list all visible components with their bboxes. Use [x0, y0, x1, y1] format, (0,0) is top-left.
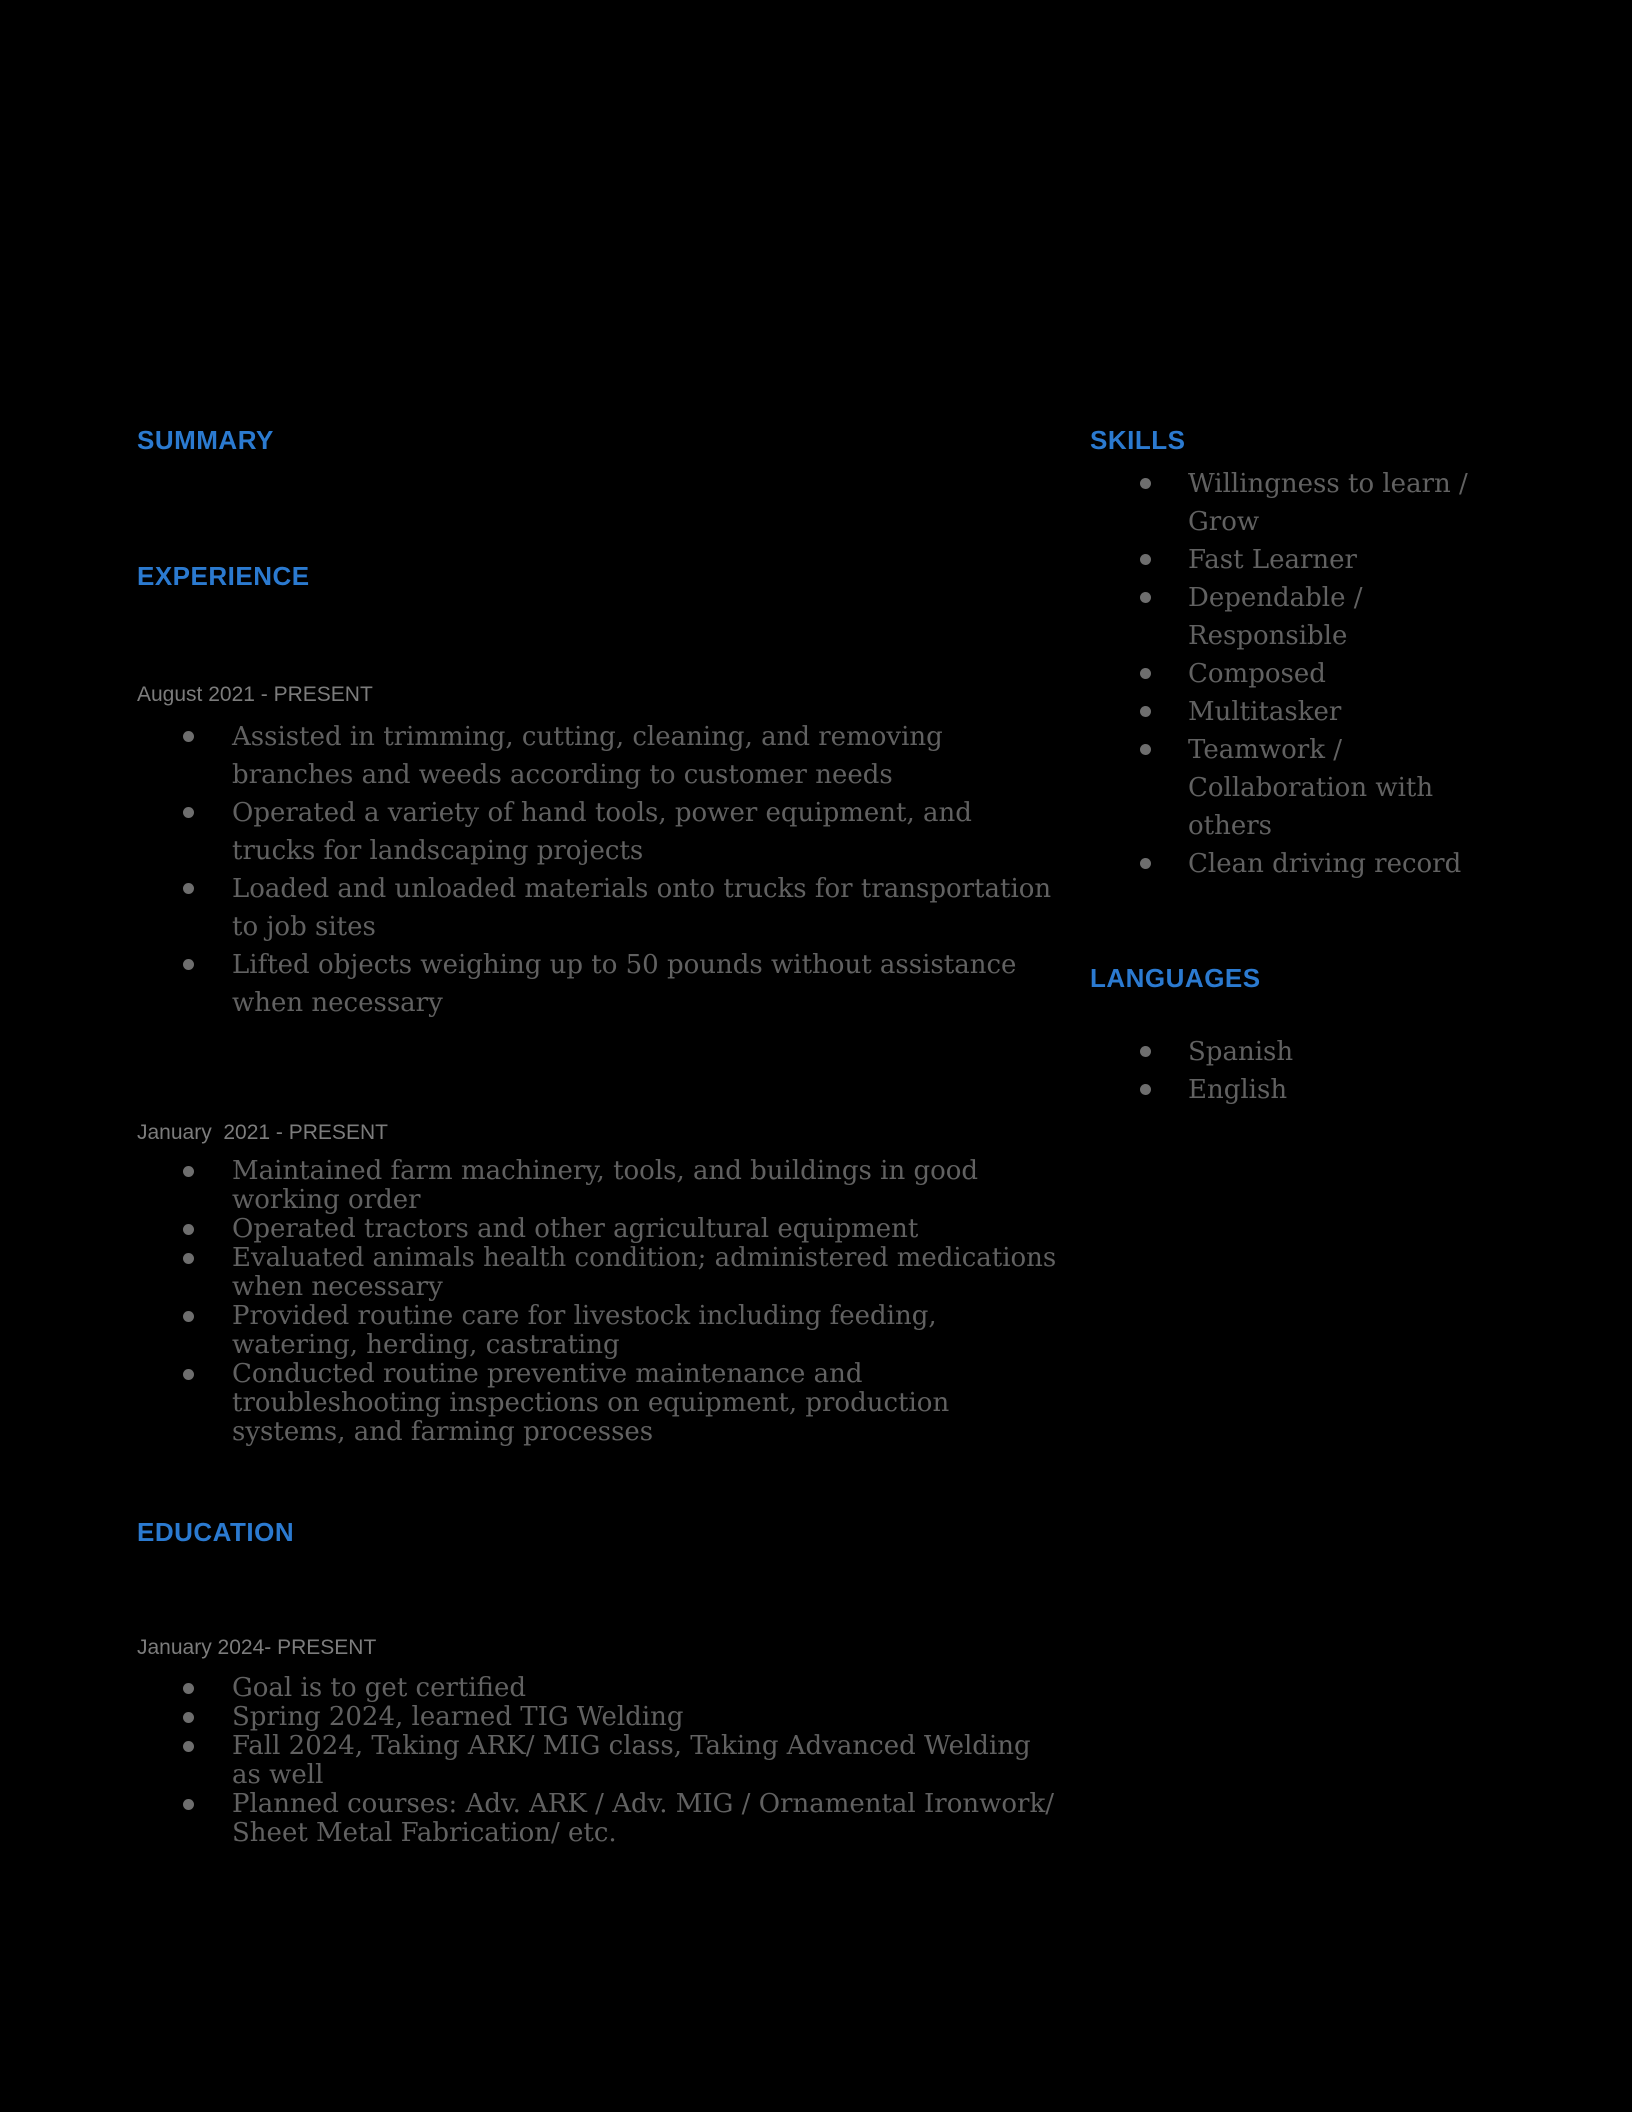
skills-bullet-list [1090, 465, 1490, 883]
bullet-item: Fall 2024, Taking ARK/ MIG class, Taking Advanced Welding as well [137, 1732, 1057, 1790]
job1-date-range: August 2021 - PRESENT [137, 683, 373, 706]
skills-heading: SKILLS [1090, 425, 1186, 455]
education-date-range: January 2024- PRESENT [137, 1636, 377, 1659]
bullet-item: Goal is to get certified [137, 1674, 1057, 1703]
education-bullet-list [137, 1674, 1057, 1848]
bullet-item: Maintained farm machinery, tools, and buildings in good working order [137, 1157, 1057, 1215]
bullet-item: Assisted in trimming, cutting, cleaning, and removing branches and weeds according to customer needs [137, 718, 1057, 794]
bullet-item: Multitasker [1090, 693, 1490, 731]
bullet-item: Planned courses: Adv. ARK / Adv. MIG / Ornamental Ironwork/ Sheet Metal Fabrication/ etc. [137, 1790, 1057, 1848]
bullet-item: English [1090, 1071, 1490, 1109]
languages-bullet-list [1090, 1033, 1490, 1109]
bullet-item: Fast Learner [1090, 541, 1490, 579]
bullet-item: Operated tractors and other agricultural equipment [137, 1215, 1057, 1244]
bullet-item: Composed [1090, 655, 1490, 693]
bullet-item: Operated a variety of hand tools, power equipment, and trucks for landscaping projects [137, 794, 1057, 870]
job2-bullet-list [137, 1157, 1057, 1447]
bullet-item: Evaluated animals health condition; administered medications when necessary [137, 1244, 1057, 1302]
bullet-item: Clean driving record [1090, 845, 1490, 883]
job1-bullet-list [137, 718, 1057, 1022]
summary-heading: SUMMARY [137, 425, 274, 455]
bullet-item: Provided routine care for livestock including feeding, watering, herding, castrating [137, 1302, 1057, 1360]
bullet-item: Spring 2024, learned TIG Welding [137, 1703, 1057, 1732]
bullet-item: Loaded and unloaded materials onto trucks for transportation to job sites [137, 870, 1057, 946]
experience-heading: EXPERIENCE [137, 561, 310, 591]
job2-date-range: January 2021 - PRESENT [137, 1121, 388, 1144]
bullet-item: Dependable / Responsible [1090, 579, 1490, 655]
bullet-item: Teamwork / Collaboration with others [1090, 731, 1490, 845]
bullet-item: Willingness to learn / Grow [1090, 465, 1490, 541]
bullet-item: Conducted routine preventive maintenance and troubleshooting inspections on equipment, production systems, and farming processes [137, 1360, 1057, 1447]
bullet-item: Lifted objects weighing up to 50 pounds without assistance when necessary [137, 946, 1057, 1022]
education-heading: EDUCATION [137, 1517, 295, 1547]
bullet-item: Spanish [1090, 1033, 1490, 1071]
languages-heading: LANGUAGES [1090, 963, 1261, 993]
